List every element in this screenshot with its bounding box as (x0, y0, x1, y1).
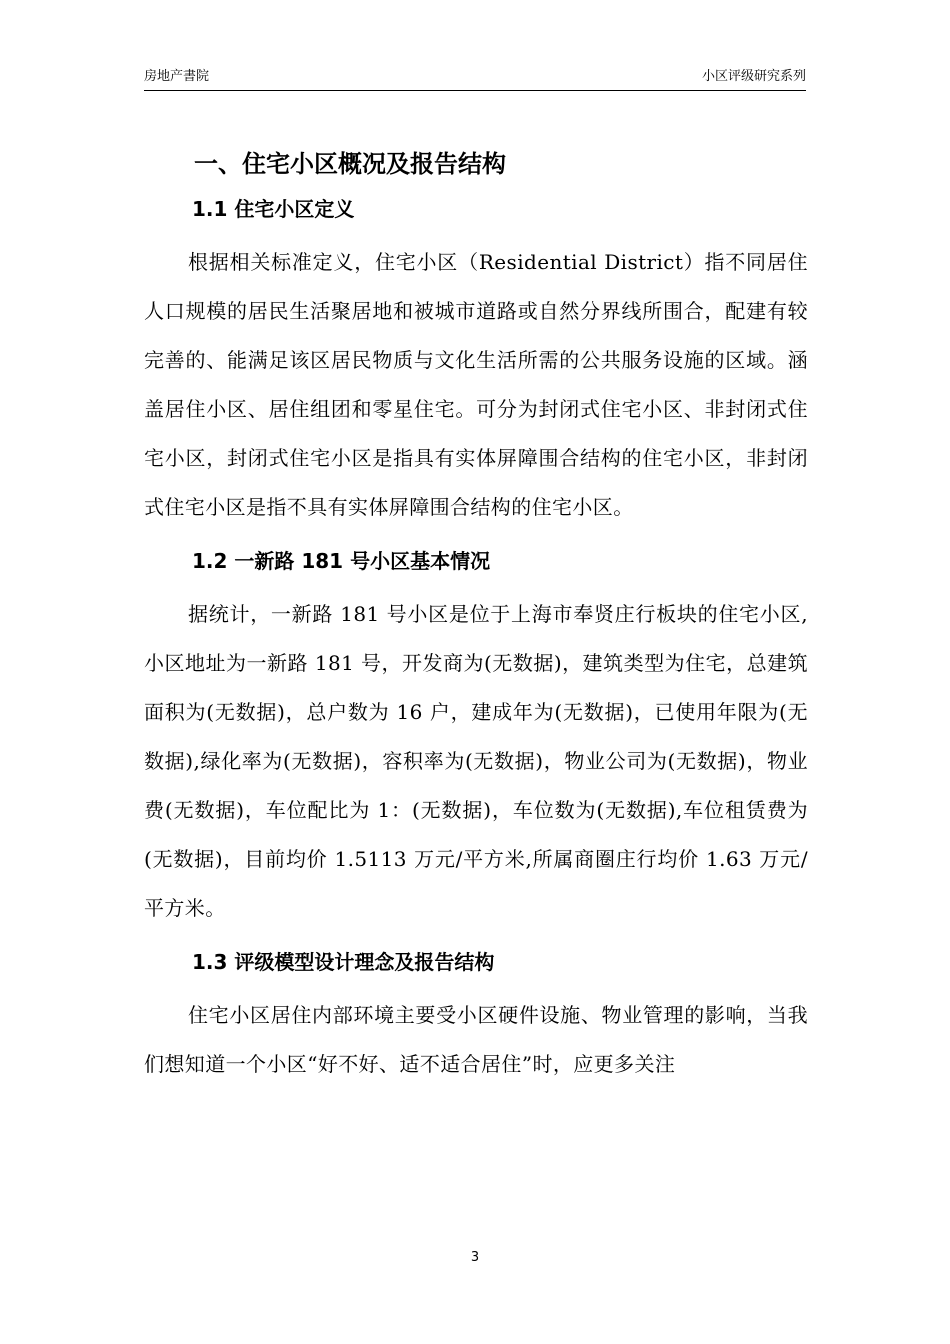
header-publisher: 房地产書院 (144, 69, 210, 84)
paragraph-model-design: 住宅小区居住内部环境主要受小区硬件设施、物业管理的影响，当我们想知道一个小区“好不好、适不适合居住”时，应更多关注 (144, 1003, 808, 1076)
header-series: 小区评级研究系列 (701, 69, 806, 84)
chapter-title: 一、住宅小区概况及报告结构 (194, 150, 506, 178)
section-title-1-1: 1.1 住宅小区定义 (192, 197, 355, 221)
paragraph-definition: 根据相关标准定义，住宅小区（Residential District）指不同居住人口规模的居民生活聚居地和被城市道路或自然分界线所围合，配建有较完善的、能满足该区居民物质与文化生活所需的公共服务设施的区域。涵盖居住小区、居住组团和零星住宅。可分为封闭式住宅小区、非封闭式住宅小区，封闭式住宅小区是指具有实体屏障围合结构的住宅小区，非封闭式住宅小区是指不具有实体屏障围合结构的住宅小区。 (144, 250, 808, 519)
paragraph-basic-info: 据统计，一新路 181 号小区是位于上海市奉贤庄行板块的住宅小区,小区地址为一新路 181 号，开发商为(无数据)，建筑类型为住宅，总建筑面积为(无数据)，总户数为 16 户，建成年为(无数据)，已使用年限为(无数据),绿化率为(无数据)，容积率为(无数据)，物业公司为(无数据)，物业费(无数据)，车位配比为 1：(无数据)，车位数为(无数据),车位租赁费为(无数据)，目前均价 1.5113 万元/平方米,所属商圈庄行均价 1.63 万元/平方米。 (144, 602, 808, 920)
page-header (144, 70, 806, 91)
page-content (144, 140, 808, 1089)
section-title-1-2: 1.2 一新路 181 号小区基本情况 (192, 549, 491, 573)
section-title-1-3: 1.3 评级模型设计理念及报告结构 (192, 950, 495, 974)
page-number: 3 (470, 1250, 480, 1265)
